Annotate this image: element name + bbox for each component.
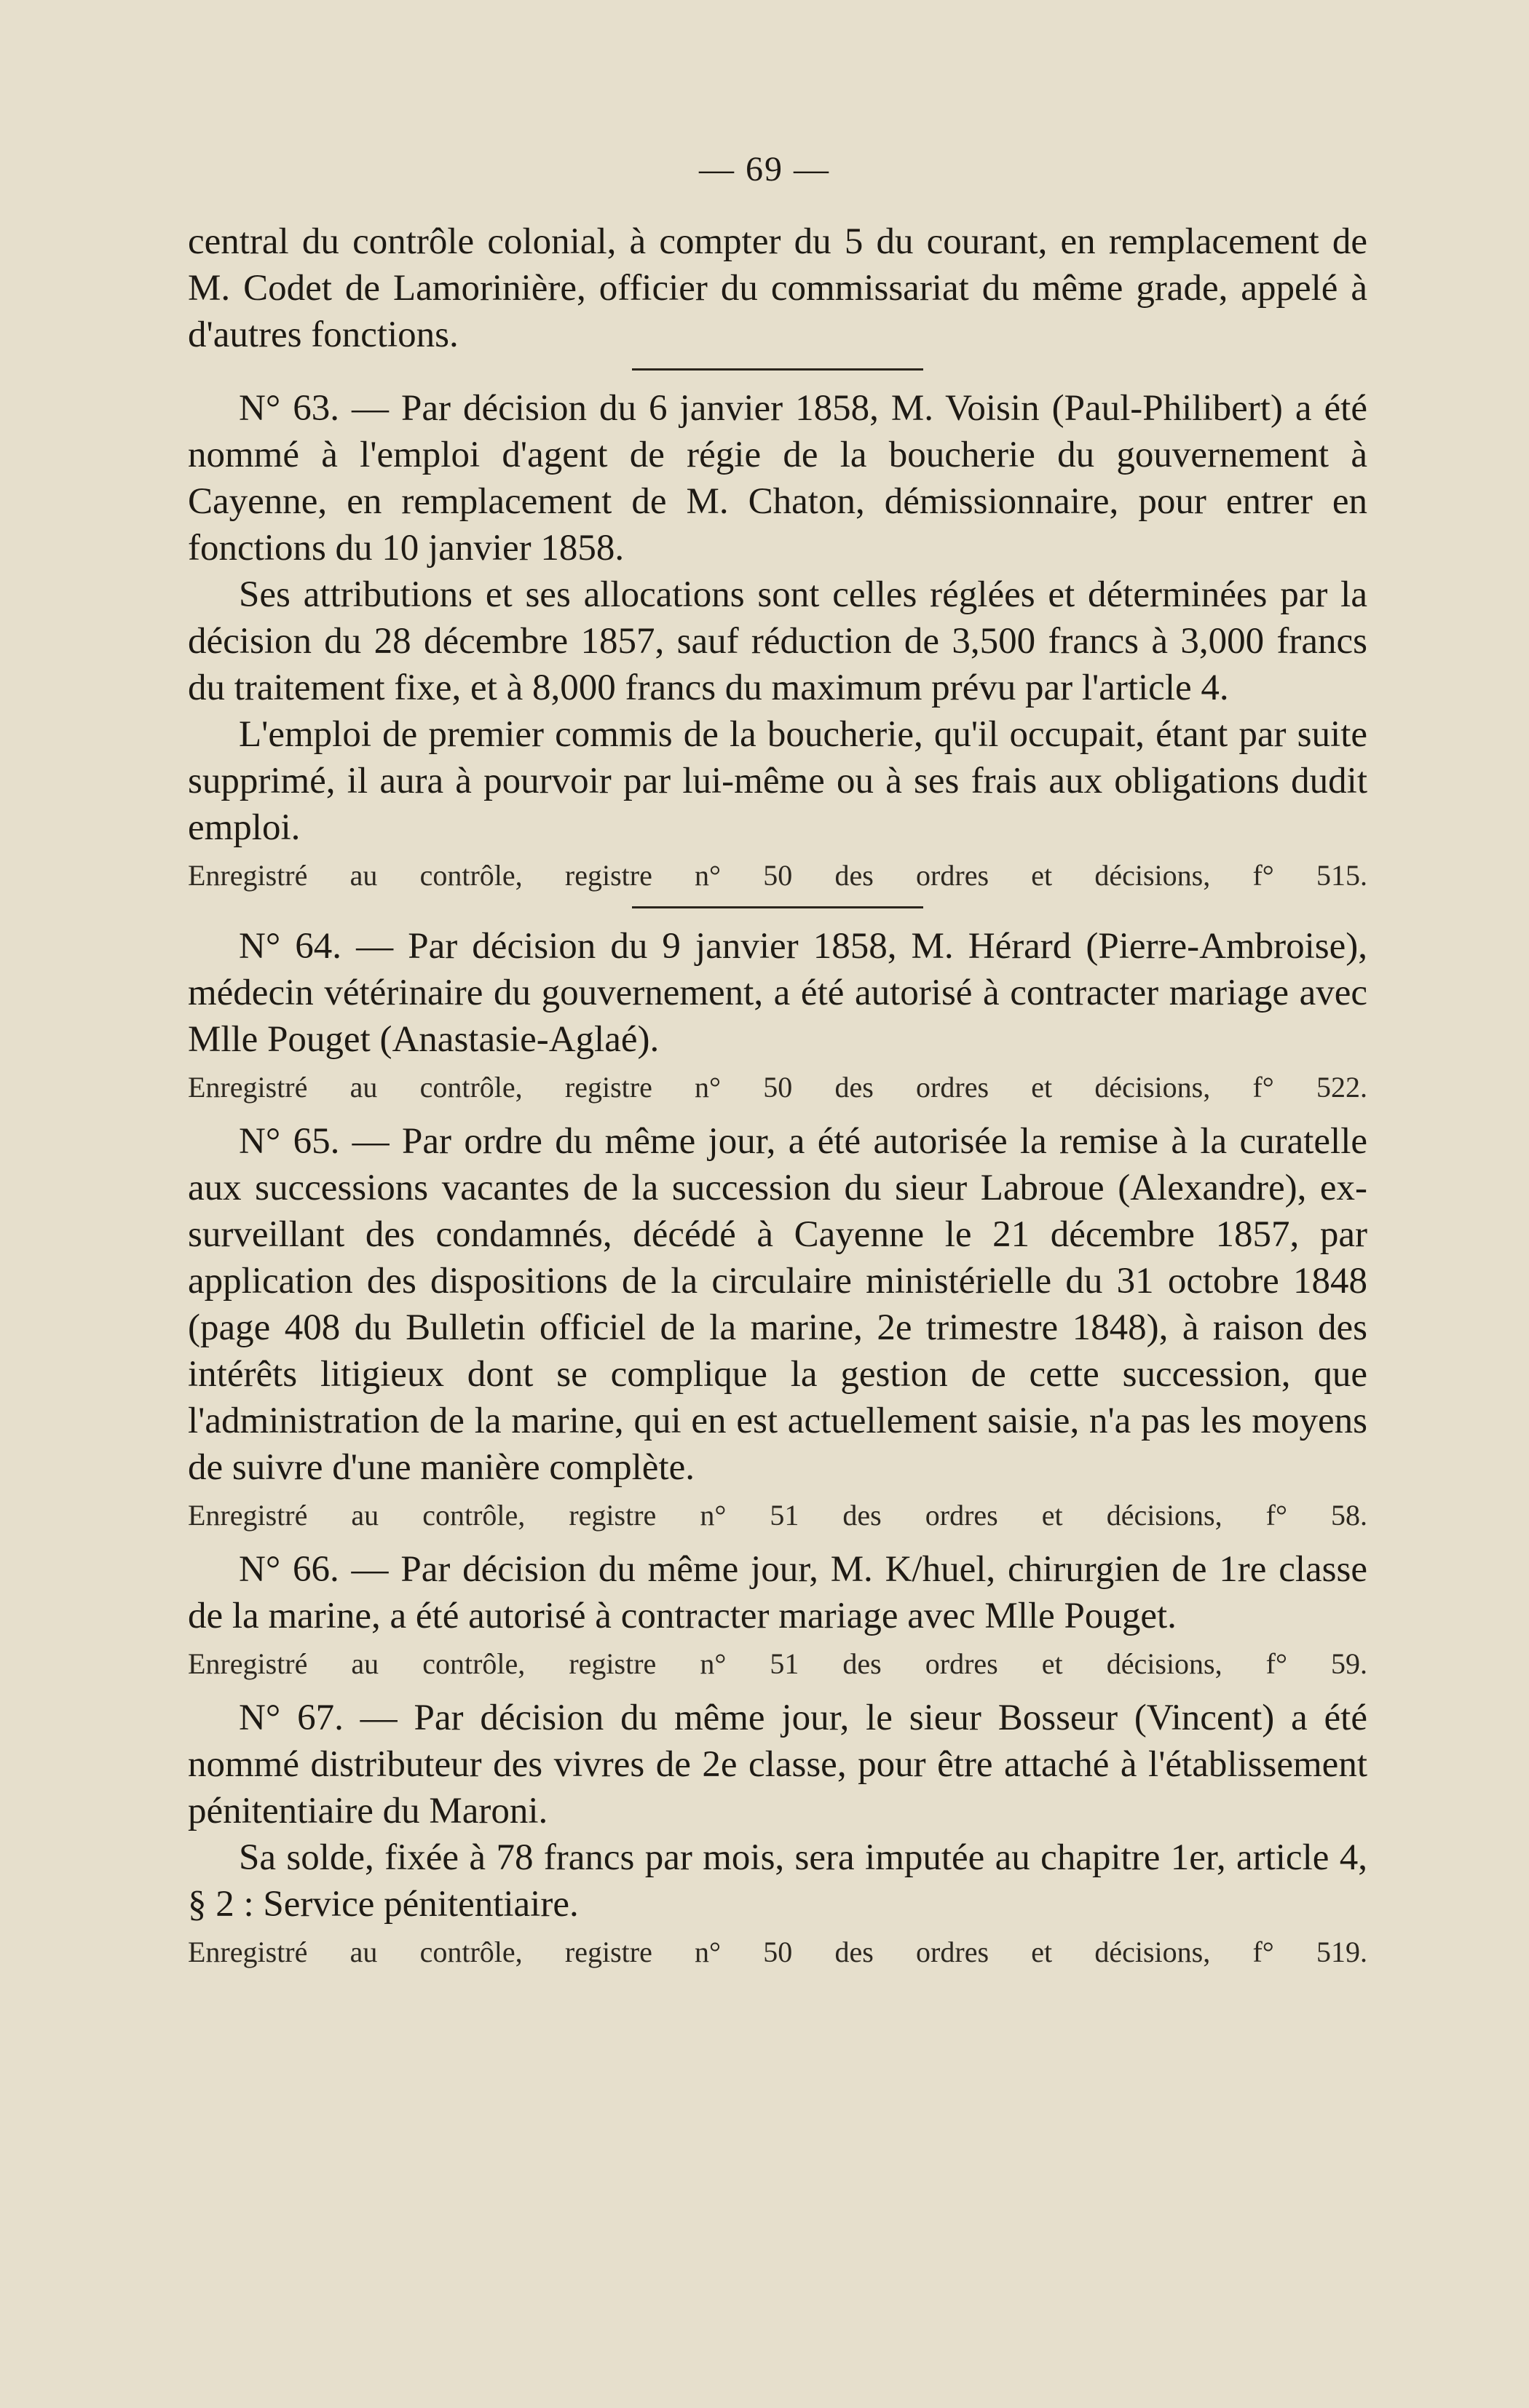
entry-67: N° 67. — Par décision du même jour, le sieur Bosseur (Vincent) a été nommé distributeur des vivres de 2e classe, pour être attaché à l'établissement pénitentiaire du Maroni.: [188, 1698, 1367, 1831]
entry-66: N° 66. — Par décision du même jour, M. K/huel, chirurgien de 1re classe de la marine, a été autorisé à contracter mariage avec Mlle Pouget.: [188, 1549, 1367, 1636]
body-text: [188, 218, 1367, 1983]
register-note-65: Enregistré au contrôle, registre n° 51 des ordres et décisions, f° 58.: [188, 1499, 1367, 1532]
separator-rule: [632, 906, 923, 908]
entry-67-solde: Sa solde, fixée à 78 francs par mois, sera imputée au chapitre 1er, article 4, § 2 : Service pénitentiaire.: [188, 1837, 1367, 1925]
paragraph-continuation: central du contrôle colonial, à compter du 5 du courant, en remplacement de M. Codet de Lamorinière, officier du commissariat du même grade, appelé à d'autres fonctions.: [188, 221, 1367, 355]
entry-64: N° 64. — Par décision du 9 janvier 1858, M. Hérard (Pierre-Ambroise), médecin vétérinaire du gouvernement, a été autorisé à contracter mariage avec Mlle Pouget (Anastasie-Aglaé).: [188, 926, 1367, 1060]
register-note-67: Enregistré au contrôle, registre n° 50 des ordres et décisions, f° 519.: [188, 1936, 1367, 1968]
entry-63-attributions: Ses attributions et ses allocations sont celles réglées et déterminées par la décision du 28 décembre 1857, sauf réduction de 3,500 francs à 3,000 francs du traitement fixe, et à 8,000 francs du maximum prévu par l'article 4.: [188, 574, 1367, 708]
entry-63: N° 63. — Par décision du 6 janvier 1858, M. Voisin (Paul-Philibert) a été nommé à l'emploi d'agent de régie de la boucherie du gouvernement à Cayenne, en remplacement de M. Chaton, démissionnaire, pour entrer en fonctions du 10 janvier 1858.: [188, 388, 1367, 569]
register-note-63: Enregistré au contrôle, registre n° 50 des ordres et décisions, f° 515.: [188, 859, 1367, 892]
entry-63-emploi: L'emploi de premier commis de la boucherie, qu'il occupait, étant par suite supprimé, il aura à pourvoir par lui-même ou à ses frais aux obligations dudit emploi.: [188, 714, 1367, 848]
register-note-64: Enregistré au contrôle, registre n° 50 des ordres et décisions, f° 522.: [188, 1071, 1367, 1104]
separator-rule: [632, 368, 923, 371]
register-note-66: Enregistré au contrôle, registre n° 51 des ordres et décisions, f° 59.: [188, 1647, 1367, 1680]
entry-65: N° 65. — Par ordre du même jour, a été autorisée la remise à la curatelle aux successions vacantes de la succession du sieur Labroue (Alexandre), ex-surveillant des condamnés, décédé à Cayenne le 21 décembre 1857, par application des dispositions de la circulaire ministérielle du 31 octobre 1848 (page 408 du Bulletin officiel de la marine, 2e trimestre 1848), à raison des intérêts litigieux dont se complique la gestion de cette succession, que l'administration de la marine, qui en est actuellement saisie, n'a pas les moyens de suivre d'une manière complète.: [188, 1121, 1367, 1488]
page-number: — 69 —: [699, 150, 830, 189]
